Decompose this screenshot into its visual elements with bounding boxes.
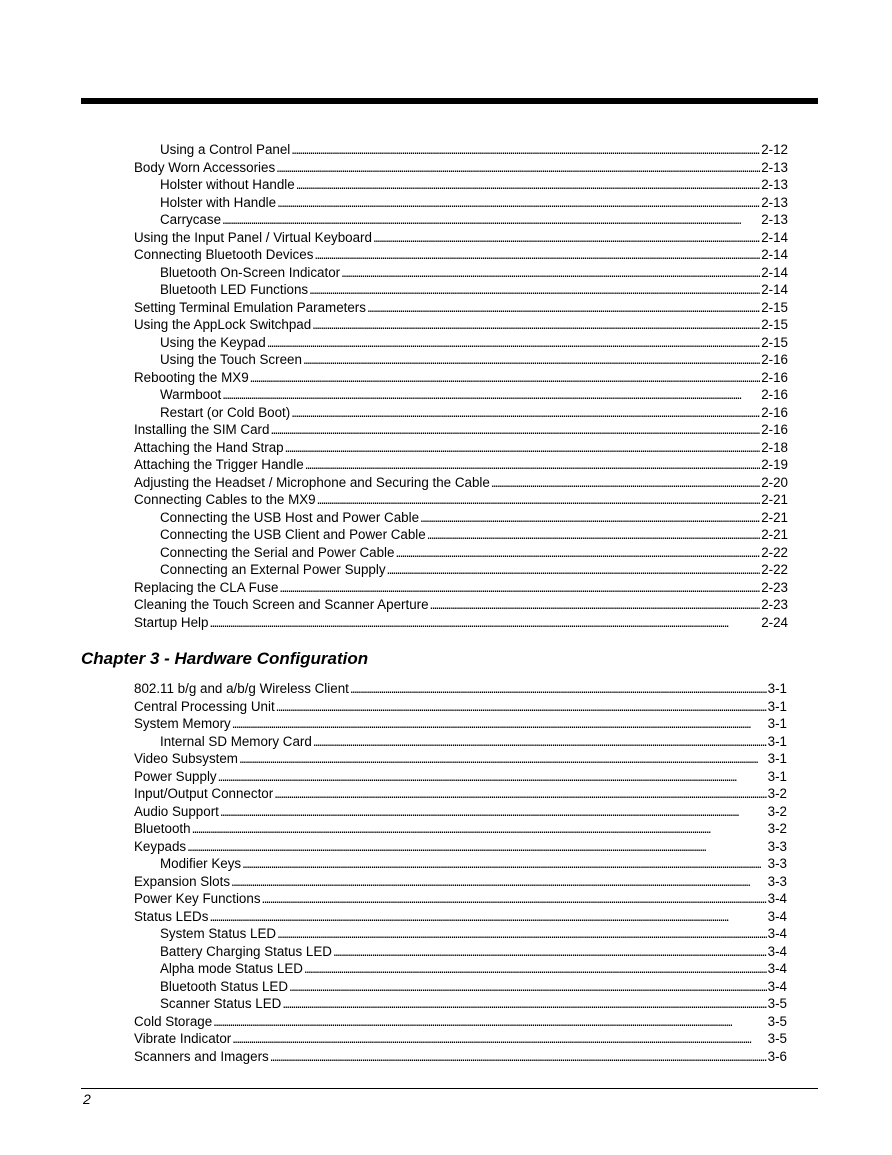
toc-entry-title: Scanner Status LED <box>160 996 282 1011</box>
toc-entry-page: 2-16 <box>761 369 788 385</box>
toc-entry[interactable] <box>134 176 788 194</box>
toc-entry[interactable] <box>134 159 788 177</box>
toc-entry-page: 2-14 <box>761 282 788 297</box>
toc-entry-title: Using a Control Panel <box>160 142 291 157</box>
toc-entry[interactable] <box>134 978 787 996</box>
toc-entry-page: 2-15 <box>761 334 788 350</box>
toc-entry-title: Installing the SIM Card <box>134 422 270 437</box>
toc-entry-page: 2-20 <box>761 474 788 490</box>
toc-entry-page: 2-15 <box>761 299 788 315</box>
toc-entry[interactable] <box>134 579 788 597</box>
dot-leader <box>220 803 767 821</box>
dot-leader <box>303 351 760 369</box>
dot-leader <box>279 579 760 597</box>
toc-entry[interactable] <box>134 334 788 352</box>
dot-leader <box>373 229 760 247</box>
dot-leader <box>239 750 767 768</box>
toc-entry-title: Bluetooth <box>134 821 191 836</box>
toc-entry-page: 2-19 <box>761 457 788 472</box>
dot-leader <box>222 211 760 229</box>
toc-entry-page: 3-1 <box>767 768 787 784</box>
dot-leader <box>277 194 760 212</box>
toc-chapter-2-continued <box>134 141 788 631</box>
toc-entry[interactable] <box>134 1013 787 1031</box>
toc-entry[interactable] <box>134 785 787 803</box>
dot-leader <box>277 925 767 943</box>
dot-leader <box>387 561 761 579</box>
toc-entry[interactable] <box>134 561 788 579</box>
toc-entry-title: System Memory <box>134 716 231 731</box>
toc-entry-title: Video Subsystem <box>134 751 238 766</box>
toc-entry-page: 3-2 <box>767 803 787 819</box>
toc-entry-page: 2-16 <box>761 422 788 437</box>
toc-entry[interactable] <box>134 960 787 978</box>
toc-entry-title: Status LEDs <box>134 908 209 924</box>
header-rule <box>81 98 818 104</box>
toc-entry-page: 3-6 <box>767 1048 787 1064</box>
toc-entry[interactable] <box>134 803 787 821</box>
toc-entry-title: Bluetooth On-Screen Indicator <box>160 264 341 280</box>
toc-entry[interactable] <box>134 1048 787 1066</box>
toc-entry-page: 3-3 <box>767 873 787 889</box>
toc-entry-title: Audio Support <box>134 803 219 819</box>
toc-entry-page: 3-5 <box>767 1013 787 1029</box>
toc-entry-page: 2-13 <box>761 212 788 227</box>
toc-entry-title: System Status LED <box>160 926 277 941</box>
dot-leader <box>262 890 767 908</box>
dot-leader <box>313 733 767 751</box>
dot-leader <box>276 159 760 177</box>
toc-entry-title: Power Supply <box>134 768 217 784</box>
toc-entry[interactable] <box>134 596 788 614</box>
dot-leader <box>291 141 760 159</box>
toc-entry-page: 3-2 <box>767 786 787 801</box>
toc-entry[interactable] <box>134 908 787 926</box>
dot-leader <box>312 316 760 334</box>
toc-entry-title: Connecting Cables to the MX9 <box>134 492 316 507</box>
dot-leader <box>491 474 760 492</box>
toc-entry[interactable] <box>134 194 788 212</box>
toc-entry[interactable] <box>134 943 787 961</box>
dot-leader <box>276 698 767 716</box>
toc-entry[interactable] <box>134 544 788 562</box>
dot-leader <box>231 873 767 891</box>
toc-entry-page: 2-14 <box>761 264 788 280</box>
toc-entry-page: 3-1 <box>767 698 787 714</box>
toc-entry[interactable] <box>134 386 788 404</box>
toc-entry-page: 3-5 <box>767 996 787 1011</box>
dot-leader <box>289 978 767 996</box>
toc-entry-page: 3-5 <box>767 1031 787 1046</box>
toc-entry-title: Body Worn Accessories <box>134 159 276 175</box>
toc-entry-page: 3-4 <box>767 908 787 924</box>
toc-entry-page: 2-13 <box>761 159 788 175</box>
dot-leader <box>213 1013 766 1031</box>
toc-entry[interactable] <box>134 1030 787 1048</box>
footer-rule <box>81 1088 818 1089</box>
dot-leader <box>282 995 766 1013</box>
dot-leader <box>209 614 760 632</box>
chapter-3-heading[interactable]: Chapter 3 - Hardware Configuration <box>81 649 369 668</box>
toc-entry[interactable] <box>134 925 787 943</box>
toc-entry[interactable] <box>134 439 788 457</box>
toc-entry[interactable] <box>134 246 788 264</box>
toc-entry-title: Bluetooth Status LED <box>160 978 289 994</box>
dot-leader <box>305 456 760 474</box>
toc-entry-title: Warmboot <box>160 387 222 402</box>
toc-entry-page: 3-1 <box>767 751 787 766</box>
dot-leader <box>314 246 760 264</box>
toc-entry-title: Replacing the CLA Fuse <box>134 579 279 595</box>
dot-leader <box>267 334 760 352</box>
toc-entry-page: 2-15 <box>761 317 788 332</box>
dot-leader <box>420 509 760 527</box>
dot-leader <box>350 680 767 698</box>
toc-entry[interactable] <box>134 491 788 509</box>
toc-entry-page: 3-4 <box>767 943 787 959</box>
dot-leader <box>317 491 761 509</box>
toc-entry-title: Cold Storage <box>134 1013 213 1029</box>
toc-entry[interactable] <box>134 456 788 474</box>
dot-leader <box>304 960 767 978</box>
toc-entry[interactable] <box>134 855 787 873</box>
toc-entry-page: 3-4 <box>767 926 787 941</box>
toc-entry-page: 2-16 <box>761 404 788 420</box>
toc-entry-title: Using the AppLock Switchpad <box>134 317 312 332</box>
toc-entry-title: Carrycase <box>160 212 222 227</box>
toc-entry-page: 2-21 <box>761 509 788 525</box>
toc-entry-page: 2-22 <box>761 562 788 577</box>
toc-entry[interactable] <box>134 733 787 751</box>
toc-entry-page: 2-18 <box>761 439 788 455</box>
dot-leader <box>309 281 760 299</box>
toc-entry-title: Restart (or Cold Boot) <box>160 404 291 420</box>
toc-entry[interactable] <box>134 715 787 733</box>
toc-entry[interactable] <box>134 995 787 1013</box>
toc-entry[interactable] <box>134 369 788 387</box>
dot-leader <box>296 176 760 194</box>
toc-entry-title: Scanners and Imagers <box>134 1048 269 1064</box>
toc-entry[interactable] <box>134 229 788 247</box>
dot-leader <box>333 943 767 961</box>
toc-entry[interactable] <box>134 838 787 856</box>
toc-entry-title: Connecting the Serial and Power Cable <box>160 544 395 560</box>
toc-entry[interactable] <box>134 614 788 632</box>
dot-leader <box>341 264 760 282</box>
toc-entry-title: Connecting an External Power Supply <box>160 562 386 577</box>
toc-entry[interactable] <box>134 509 788 527</box>
toc-entry[interactable] <box>134 264 788 282</box>
toc-entry-page: 2-24 <box>761 614 788 630</box>
dot-leader <box>395 544 760 562</box>
toc-entry-page: 2-16 <box>761 352 788 367</box>
toc-entry-page: 2-14 <box>761 247 788 262</box>
dot-leader <box>285 439 761 457</box>
toc-entry[interactable] <box>134 211 788 229</box>
toc-entry-title: Input/Output Connector <box>134 786 274 801</box>
toc-entry-title: Power Key Functions <box>134 891 261 906</box>
toc-entry-title: Keypads <box>134 838 187 854</box>
toc-entry-title: Connecting Bluetooth Devices <box>134 247 314 262</box>
toc-entry-page: 3-1 <box>767 681 787 696</box>
toc-entry-title: Modifier Keys <box>160 856 242 871</box>
toc-entry-page: 2-23 <box>761 579 788 595</box>
toc-entry-title: Rebooting the MX9 <box>134 369 249 385</box>
dot-leader <box>218 768 767 786</box>
dot-leader <box>187 838 767 856</box>
toc-entry-title: 802.11 b/g and a/b/g Wireless Client <box>134 681 349 696</box>
dot-leader <box>250 369 761 387</box>
dot-leader <box>192 820 767 838</box>
toc-entry[interactable] <box>134 526 788 544</box>
toc-entry-page: 2-13 <box>761 194 788 210</box>
toc-entry-title: Using the Touch Screen <box>160 352 302 367</box>
toc-entry[interactable] <box>134 351 788 369</box>
toc-entry[interactable] <box>134 474 788 492</box>
toc-entry-title: Setting Terminal Emulation Parameters <box>134 299 366 315</box>
toc-entry-page: 3-4 <box>767 961 787 976</box>
dot-leader <box>232 715 767 733</box>
toc-entry[interactable] <box>134 768 787 786</box>
toc-entry-title: Cleaning the Touch Screen and Scanner Aperture <box>134 597 429 612</box>
toc-entry-title: Central Processing Unit <box>134 698 275 714</box>
toc-entry-title: Vibrate Indicator <box>134 1031 232 1046</box>
toc-entry[interactable] <box>134 421 788 439</box>
dot-leader <box>367 299 760 317</box>
toc-entry-page: 2-13 <box>761 177 788 192</box>
dot-leader <box>270 421 760 439</box>
toc-entry-title: Adjusting the Headset / Microphone and Securing the Cable <box>134 474 490 490</box>
toc-entry-page: 3-1 <box>767 733 787 749</box>
dot-leader <box>270 1048 767 1066</box>
toc-entry[interactable] <box>134 281 788 299</box>
toc-entry-page: 3-1 <box>767 716 787 731</box>
dot-leader <box>274 785 766 803</box>
toc-entry-title: Connecting the USB Client and Power Cable <box>160 527 426 542</box>
toc-entry[interactable] <box>134 873 787 891</box>
toc-entry[interactable] <box>134 299 788 317</box>
dot-leader <box>232 1030 766 1048</box>
toc-entry-title: Connecting the USB Host and Power Cable <box>160 509 420 525</box>
toc-entry[interactable] <box>134 750 787 768</box>
dot-leader <box>291 404 760 422</box>
toc-entry-page: 3-4 <box>767 978 787 994</box>
toc-entry-title: Bluetooth LED Functions <box>160 282 309 297</box>
toc-entry-title: Internal SD Memory Card <box>160 733 312 749</box>
toc-entry-title: Startup Help <box>134 614 209 630</box>
toc-entry-title: Holster without Handle <box>160 177 295 192</box>
toc-entry-title: Holster with Handle <box>160 194 277 210</box>
toc-entry[interactable] <box>134 404 788 422</box>
toc-chapter-3 <box>134 680 787 1065</box>
toc-entry-title: Attaching the Hand Strap <box>134 439 284 455</box>
toc-entry-title: Expansion Slots <box>134 873 231 889</box>
toc-entry[interactable] <box>134 890 787 908</box>
toc-entry[interactable] <box>134 316 788 334</box>
toc-entry-page: 2-22 <box>761 544 788 560</box>
toc-entry-page: 3-2 <box>767 821 787 836</box>
dot-leader <box>427 526 760 544</box>
toc-entry[interactable] <box>134 141 788 159</box>
dot-leader <box>430 596 761 614</box>
toc-entry-title: Attaching the Trigger Handle <box>134 457 304 472</box>
toc-entry-page: 3-4 <box>767 891 787 906</box>
page-number: 2 <box>83 1091 91 1107</box>
toc-entry-page: 2-21 <box>761 492 788 507</box>
toc-entry-page: 2-12 <box>761 142 788 157</box>
dot-leader <box>242 855 767 873</box>
toc-entry-page: 2-21 <box>761 527 788 542</box>
toc-entry[interactable] <box>134 680 787 698</box>
toc-entry-page: 3-3 <box>767 838 787 854</box>
dot-leader <box>209 908 766 926</box>
toc-entry[interactable] <box>134 698 787 716</box>
toc-entry-page: 2-23 <box>761 597 788 612</box>
toc-entry-title: Battery Charging Status LED <box>160 943 332 959</box>
toc-entry[interactable] <box>134 820 787 838</box>
dot-leader <box>222 386 760 404</box>
toc-entry-page: 2-14 <box>761 229 788 245</box>
toc-entry-page: 2-16 <box>761 387 788 402</box>
toc-entry-title: Using the Keypad <box>160 334 266 350</box>
toc-entry-title: Alpha mode Status LED <box>160 961 303 976</box>
toc-entry-title: Using the Input Panel / Virtual Keyboard <box>134 229 372 245</box>
toc-entry-page: 3-3 <box>767 856 787 871</box>
